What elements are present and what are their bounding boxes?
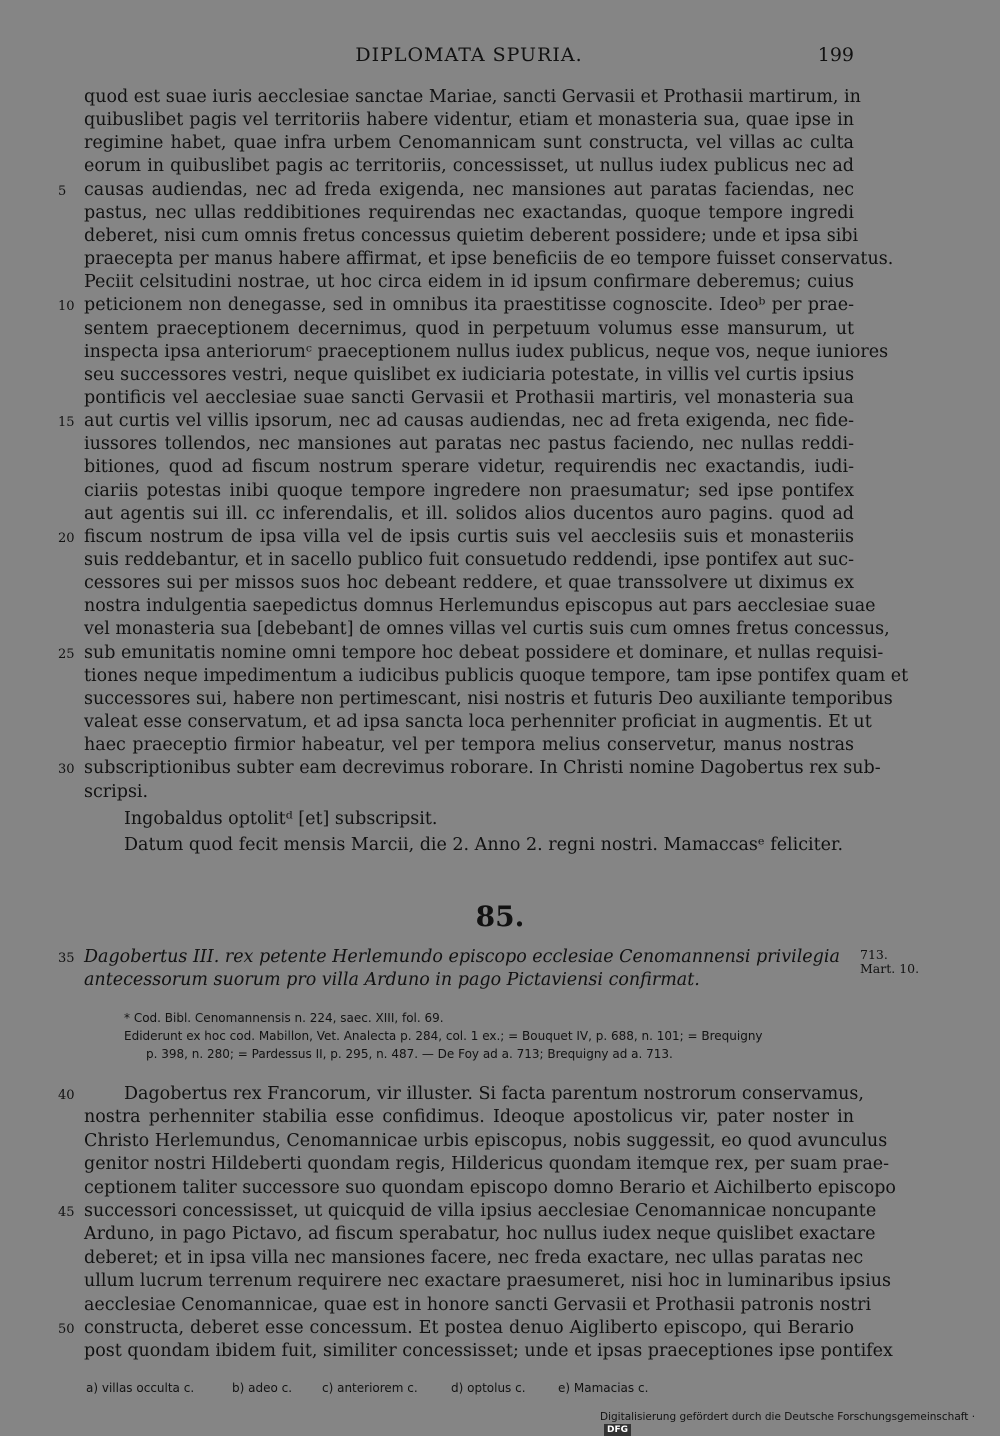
line-number: 40 (58, 1088, 75, 1103)
text-line: nostra indulgentia saepedictus domnus Herlemundus episcopus aut pars aecclesiae suae (84, 596, 876, 617)
footnote: c) anteriorem c. (322, 1381, 418, 1395)
digitization-credit (600, 1411, 1000, 1436)
text-line: Christo Herlemundus, Cenomannicae urbis episcopus, nobis suggessit, eo quod avunculus (84, 1130, 888, 1151)
footnote: d) optolus c. (451, 1381, 526, 1395)
text-line: peticionem non denegasse, sed in omnibus ita praestitisse cognoscite. Ideoᵇ per prae- (84, 295, 854, 316)
text-line: fiscum nostrum de ipsa villa vel de ipsis curtis suis vel aecclesiis suis et monasteriis (84, 526, 854, 547)
text-line: bitiones, quod ad fiscum nostrum sperare videtur, requirendis nec exactandis, iudi- (84, 457, 854, 478)
text-line: ullum lucrum terrenum requirere nec exactare praesumeret, nisi hoc in luminaribus ipsius (84, 1271, 891, 1292)
text-line: subscriptionibus subter eam decrevimus roborare. In Christi nomine Dagobertus rex sub- (84, 758, 881, 779)
line-number: 5 (58, 183, 67, 199)
source-editions: Ediderunt ex hoc cod. Mabillon, Vet. Analecta p. 284, col. 1 ex.; = Bouquet IV, p. 688, n. 101; = Brequigny (124, 1029, 763, 1043)
rubric-line: antecessorum suorum pro villa Arduno in pago Pictaviensi confirmat. (84, 970, 700, 990)
text-line: deberet, nisi cum omnis fretus concessus quietim deberent possidere; unde et ipsa sibi (84, 225, 859, 246)
line-number: 25 (58, 646, 75, 662)
text-line: Arduno, in pago Pictavo, ad fiscum sperabatur, hoc nullus iudex neque quislibet exactare (84, 1224, 876, 1245)
text-line: quibuslibet pagis vel territoriis habere videntur, etiam et monasteria sua, quae ipse in (84, 110, 854, 131)
signature-line: Ingobaldus optolitᵈ [et] subscripsit. (124, 809, 438, 829)
text-line: constructa, deberet esse concessum. Et postea denuo Aigliberto episcopo, qui Berario (84, 1318, 854, 1338)
footnote: a) villas occulta c. (86, 1381, 195, 1395)
text-line: pontificis vel aecclesiae suae sancti Gervasii et Prothasii martiris, vel monasteria sua (84, 387, 854, 408)
line-number: 10 (58, 299, 75, 315)
text-line: suis reddebantur, et in sacello publico fuit consuetudo reddendi, ipse pontifex aut suc- (84, 550, 854, 570)
footnote: e) Mamacias c. (558, 1381, 649, 1395)
text-line: deberet; et in ipsa villa nec mansiones facere, nec freda exactare, nec ullas paratas nec (84, 1247, 864, 1268)
text-line: aut agentis sui ill. cc inferendalis, et ill. solidos alios ducentos auro pagins. quod ad (84, 503, 854, 524)
source-editions-cont: p. 398, n. 280; = Pardessus II, p. 295, n. 487. — De Foy ad a. 713; Brequigny ad a. 713. (146, 1047, 673, 1061)
line-number: 20 (58, 530, 75, 546)
line-number: 30 (58, 762, 75, 778)
text-line: quod est suae iuris aecclesiae sanctae Mariae, sancti Gervasii et Prothasii martirum, in (84, 87, 861, 107)
running-title: DIPLOMATA SPURIA. (355, 44, 583, 66)
line-number: 15 (58, 415, 75, 431)
text-line: praecepta per manus habere affirmat, et ipse beneficiis de eo tempore fuisset conservatus. (84, 249, 894, 270)
text-line: aut curtis vel villis ipsorum, nec ad causas audiendas, nec ad freta exigenda, nec fide- (84, 411, 854, 432)
footnote: b) adeo c. (232, 1381, 293, 1395)
rubric-date-year: 713. (860, 947, 888, 962)
line-number: 35 (58, 951, 75, 966)
text-line: Dagobertus rex Francorum, vir illuster. Si facta parentum nostrorum conservamus, (124, 1084, 864, 1104)
page-number: 199 (817, 44, 854, 66)
rubric-line: Dagobertus III. rex petente Herlemundo episcopo ecclesiae Cenomannensi privilegia (84, 947, 840, 967)
text-line: aecclesiae Cenomannicae, quae est in honore sancti Gervasii et Prothasii patronis nostri (84, 1294, 872, 1315)
text-line: Peciit celsitudini nostrae, ut hoc circa eidem in id ipsum confirmare deberemus; cuius (84, 272, 854, 293)
text-line: vel monasteria sua [debebant] de omnes villas vel curtis suis cum omnes fretus concessus, (84, 619, 890, 640)
signature-line: Datum quod fecit mensis Marcii, die 2. Anno 2. regni nostri. Mamaccasᵉ feliciter. (124, 835, 844, 855)
text-line: haec praeceptio firmior habeatur, vel per tempora melius conservetur, manus nostras (84, 735, 854, 756)
text-line: nostra perhenniter stabilia esse confidimus. Ideoque apostolicus vir, pater noster in (84, 1107, 854, 1128)
text-line: regimine habet, quae infra urbem Cenomannicam sunt constructa, vel villas ac culta (84, 133, 854, 154)
rubric-date-day: Mart. 10. (860, 961, 920, 976)
text-line: inspecta ipsa anteriorumᶜ praeceptionem nullus iudex publicus, neque vos, neque iuniores (84, 341, 889, 362)
text-line: seu successores vestri, neque quislibet ex iudiciaria potestate, in villis vel curtis ipsius (84, 364, 855, 385)
text-line: successori concessisset, ut quicquid de villa ipsius aecclesiae Cenomannicae noncupante (84, 1201, 877, 1221)
text-line: tiones neque impedimentum a iudicibus publicis quoque tempore, tam ipse pontifex quam et (84, 665, 909, 686)
running-header (84, 44, 854, 68)
text-line: valeat esse conservatum, et ad ipsa sancta loca perhenniter proficiat in augmentis. Et ut (84, 712, 872, 733)
text-line: cessores sui per missos suos hoc debeant reddere, et quae transsolvere ut diximus ex (84, 573, 854, 594)
text-line: ceptionem taliter successore suo quondam episcopo domno Berario et Aichilberto episcopo (84, 1177, 896, 1198)
text-line: iussores tollendos, nec mansiones aut paratas nec pastus faciendo, nec nullas reddi- (84, 434, 854, 455)
text-line: post quondam ibidem fuit, similiter concessisset; unde et ipsas praeceptiones ipse pontifex (84, 1341, 893, 1362)
document-number: 85. (475, 900, 525, 933)
text-line: sentem praeceptionem decernimus, quod in perpetuum volumus esse mansurum, ut (84, 318, 854, 339)
text-line: causas audiendas, nec ad freda exigenda, nec mansiones aut paratas faciendas, nec (84, 179, 854, 200)
text-line: pastus, nec ullas reddibitiones requirendas nec exactandas, quoque tempore ingredi (84, 202, 854, 223)
text-line: eorum in quibuslibet pagis ac territoriis, concessisset, ut nullus iudex publicus nec ad (84, 156, 854, 177)
line-number: 50 (58, 1322, 75, 1337)
text-line: successores sui, habere non pertimescant, nisi nostris et futuris Deo auxiliante temporibus (84, 688, 893, 709)
text-line: scripsi. (84, 781, 149, 802)
credit-text: Digitalisierung gefördert durch die Deutsche Forschungsgemeinschaft · (600, 1411, 976, 1423)
text-line: genitor nostri Hildeberti quondam regis, Hildericus quondam itemque rex, per suam prae- (84, 1154, 890, 1175)
text-line: sub emunitatis nomine omni tempore hoc debeat possidere et dominare, et nullas requisi- (84, 642, 884, 663)
source-manuscript: * Cod. Bibl. Cenomannensis n. 224, saec. XIII, fol. 69. (124, 1011, 444, 1025)
dfg-logo: DFG (604, 1424, 631, 1436)
line-number: 45 (58, 1205, 75, 1220)
text-line: ciariis potestas inibi quoque tempore ingredere non praesumatur; sed ipse pontifex (84, 480, 854, 501)
